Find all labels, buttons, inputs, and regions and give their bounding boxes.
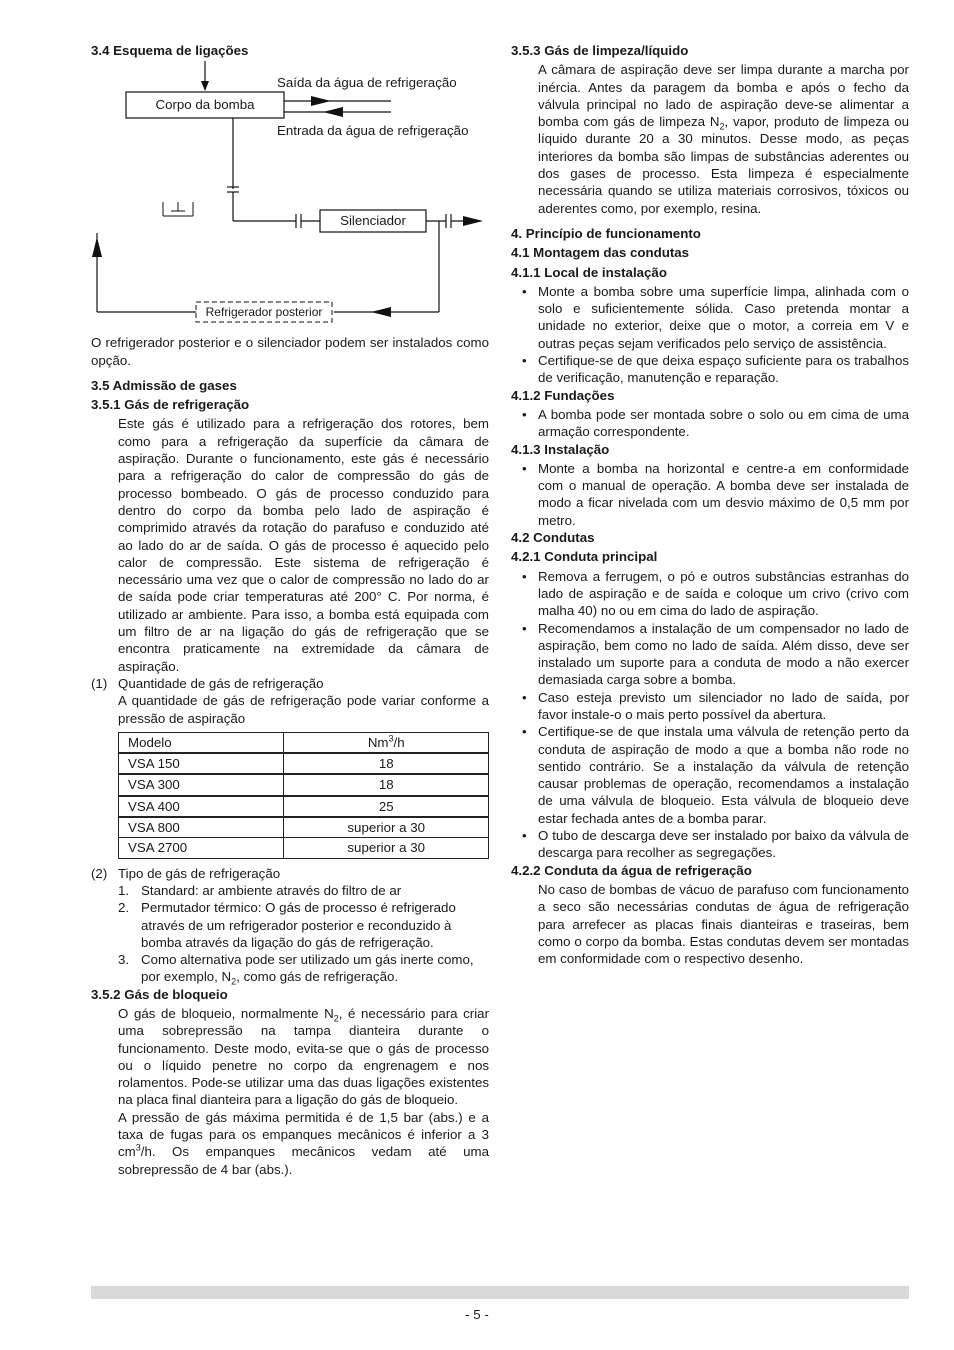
table-cell-model: VSA 400 — [119, 796, 284, 817]
section-4-1-3-list — [511, 460, 909, 529]
table-cell-value: 18 — [284, 774, 489, 795]
item-2-title: Tipo de gás de refrigeração — [118, 865, 281, 881]
list-item: • Monte a bomba sobre uma superfície limpa, alinhada com o solo e suficientemente sólida. Caso pretenda montar a unidade no exterior, deixe que o motor, a correia em V e outras peças sejam verificados pelo serviço de assistência. — [511, 283, 909, 352]
cooling-water-outlet-label: Saída da água de refrigeração — [277, 75, 457, 91]
cooling-water-inlet-label: Entrada da água de refrigeração — [277, 123, 469, 139]
table-row — [119, 774, 489, 795]
section-4-1-3-title: 4.1.3 Instalação — [511, 441, 610, 457]
table-row — [119, 796, 489, 817]
list-item: • O tubo de descarga deve ser instalado por baixo da válvula de descarga para recolher as segregações. — [511, 827, 909, 862]
pump-body-label: Corpo da bomba — [155, 97, 255, 113]
list-item: • Certifique-se de que deixa espaço suficiente para os trabalhos de verificação, manutenção e reparação. — [511, 352, 909, 387]
table-cell-value: 18 — [284, 753, 489, 774]
table-cell-model: VSA 2700 — [119, 838, 284, 858]
section-4-2-2-title: 4.2.2 Conduta da água de refrigeração — [511, 862, 752, 878]
section-3-5-3-text: A câmara de aspiração deve ser limpa durante a marcha por inércia. Antes da paragem da bomba e após o fecho da válvula principal no lado de aspiração deve-se alimentar a bomba com gás de limpeza $N_2$, vapor, produto de limpeza ou líquido durante 20 a 30 minutos. Desse modo, as peças interiores da bomba são limpas de substâncias aderentes ou dos gases de processo. Esta limpeza é especialmente necessária quando se utiliza materiais corrosivos, tóxicos ou aderentes como, por exemplo, resina. — [538, 62, 909, 216]
cooling-gas-table — [118, 732, 489, 859]
silencer-label: Silenciador — [340, 213, 406, 229]
section-4-1-2-list — [511, 406, 909, 441]
item-1-text: A quantidade de gás de refrigeração pode variar conforme a pressão de aspiração — [118, 693, 489, 726]
item-1-title: Quantidade de gás de refrigeração — [118, 675, 324, 691]
section-4-1-1-title: 4.1.1 Local de instalação — [511, 264, 667, 280]
section-4-2-1-title: 4.2.1 Conduta principal — [511, 549, 658, 565]
section-3-5-3-title: 3.5.3 Gás de limpeza/líquido — [511, 43, 689, 58]
list-item: 2. Permutador térmico: O gás de processo é refrigerado através de um refrigerador posterior e reconduzido à bomba através da ligação do gás de refrigeração. — [118, 900, 456, 950]
table-cell-value: superior a 30 — [284, 838, 489, 858]
right-column — [511, 42, 909, 967]
list-item: • Caso esteja previsto um silenciador no lado de saída, por favor instale-o o mais perto possível da abertura. — [511, 689, 909, 724]
section-4-title: 4. Princípio de funcionamento — [511, 225, 701, 241]
table-row — [119, 753, 489, 774]
table-cell-value: 25 — [284, 796, 489, 817]
section-3-5-2-title: 3.5.2 Gás de bloqueio — [91, 986, 228, 1002]
section-3-5-1-text: Este gás é utilizado para a refrigeração dos rotores, bem como para a refrigeração da superfície da câmara de aspiração. Durante o funcionamento, este gás é necessário para a refrigeração do calor de compressão do gás de processo bombeado. O gás de processo conduzido para dentro do corpo da bomba pelo lado de aspiração é comprimido através da rotação do parafuso e conduzido até ao lado do ar de saída. O gás de processo é aquecido pelo calor de compressão. Este sistema de refrigeração é necessário uma vez que o calor de compressão no lado do ar de saída pode criar temperaturas até 200° C. Por norma, é utilizado ar ambiente. Para isso, a bomba está equipada com um filtro de ar na ligação do gás de refrigeração que se encontra praticamente na extremidade da câmara de aspiração. — [118, 416, 489, 674]
section-3-4-note: O refrigerador posterior e o silenciador podem ser instalados como opção. — [91, 335, 489, 368]
aftercooler-label: Refrigerador posterior — [205, 305, 323, 320]
page-number: - 5 - — [465, 1307, 489, 1322]
list-item: • Certifique-se de que instala uma válvula de retenção perto da conduta de aspiração de modo a que a bomba não rode no sentido contrário. Se a instalação da válvula de retenção causar problemas de operação, recomendamos a instalação de uma válvula de bloqueio. Esta válvula de bloqueio deve estar fechada antes de a bomba parar. — [511, 723, 909, 827]
section-3-5-2-text-1: O gás de bloqueio, normalmente $N_2$, é necessário para criar uma sobrepressão na tampa dianteira durante o funcionamento. Deste modo, evita-se que o gás de processo ou o líquido penetre no corpo da engrenagem e nos rolamentos. Pode-se utilizar uma das duas ligações existentes na placa final dianteira para a ligação do gás de bloqueio. — [118, 1005, 489, 1108]
list-item: • A bomba pode ser montada sobre o solo ou em cima de uma armação correspondente. — [511, 406, 909, 441]
section-3-5-1-title: 3.5.1 Gás de refrigeração — [91, 397, 250, 413]
table-cell-model: VSA 800 — [119, 817, 284, 838]
table-header-flow: Nm$^3$/h — [284, 732, 489, 753]
section-4-1-2-title: 4.1.2 Fundações — [511, 387, 615, 403]
table-row — [119, 817, 489, 838]
table-cell-model: VSA 150 — [119, 753, 284, 774]
section-3-5-2-text-2: A pressão de gás máxima permitida é de 1,5 bar (abs.) e a taxa de fugas para os empanques mecânicos é inferior a 3 $cm^3/h$. Os empanques mecânicos vedam até uma sobrepressão de 4 bar (abs.). — [118, 1109, 489, 1177]
section-4-1-1-list — [511, 283, 909, 387]
list-item: • Remova a ferrugem, o pó e outros substâncias estranhas do lado de aspiração e de saída e coloque um crivo (crivo com malha 40) no ou em cima do lado de aspiração. — [511, 568, 909, 620]
section-4-2-title: 4.2 Condutas — [511, 530, 595, 546]
item-2-number: (2) — [91, 865, 108, 881]
list-item: 3. Como alternativa pode ser utilizado um gás inerte como, por exemplo, $N_2$, como gás de refrigeração. — [118, 952, 474, 988]
section-3-4-title: 3.4 Esquema de ligações — [91, 43, 249, 58]
list-item: • Recomendamos a instalação de um compensador no lado de aspiração, bem como no lado de saída. Além disso, deve ser instalado um suporte para a conduta de modo a não exercer demasiada carga sobre a bomba. — [511, 620, 909, 689]
list-item: 1. Standard: ar ambiente através do filtro de ar — [118, 882, 402, 898]
cooling-gas-type-list — [91, 882, 489, 986]
table-cell-model: VSA 300 — [119, 774, 284, 795]
table-cell-value: superior a 30 — [284, 817, 489, 838]
list-item: • Monte a bomba na horizontal e centre-a em conformidade com o manual de operação. A bomba deve ser instalada de modo a ficar nivelada com um desvio máximo de 0,5 mm por metro. — [511, 460, 909, 529]
item-1-number: (1) — [91, 675, 108, 691]
item-1 — [91, 675, 489, 692]
table-header-model: Modelo — [119, 732, 284, 753]
left-column — [91, 42, 489, 1178]
section-4-2-2-text: No caso de bombas de vácuo de parafuso com funcionamento a seco são necessárias condutas de água de refrigeração para arrefecer as placas finais dianteiras e traseiras, bem como o corpo da bomba. Estas condutas devem ser montadas em conformidade com o respectivo desenho. — [538, 881, 909, 967]
table-header-row — [119, 732, 489, 753]
connection-diagram — [91, 61, 489, 326]
section-4-1-title: 4.1 Montagem das condutas — [511, 245, 690, 261]
table-row — [119, 838, 489, 858]
item-2 — [91, 865, 489, 882]
footer-bar — [91, 1286, 909, 1299]
section-4-2-1-list — [511, 568, 909, 862]
section-3-5-title: 3.5 Admissão de gases — [91, 377, 237, 393]
